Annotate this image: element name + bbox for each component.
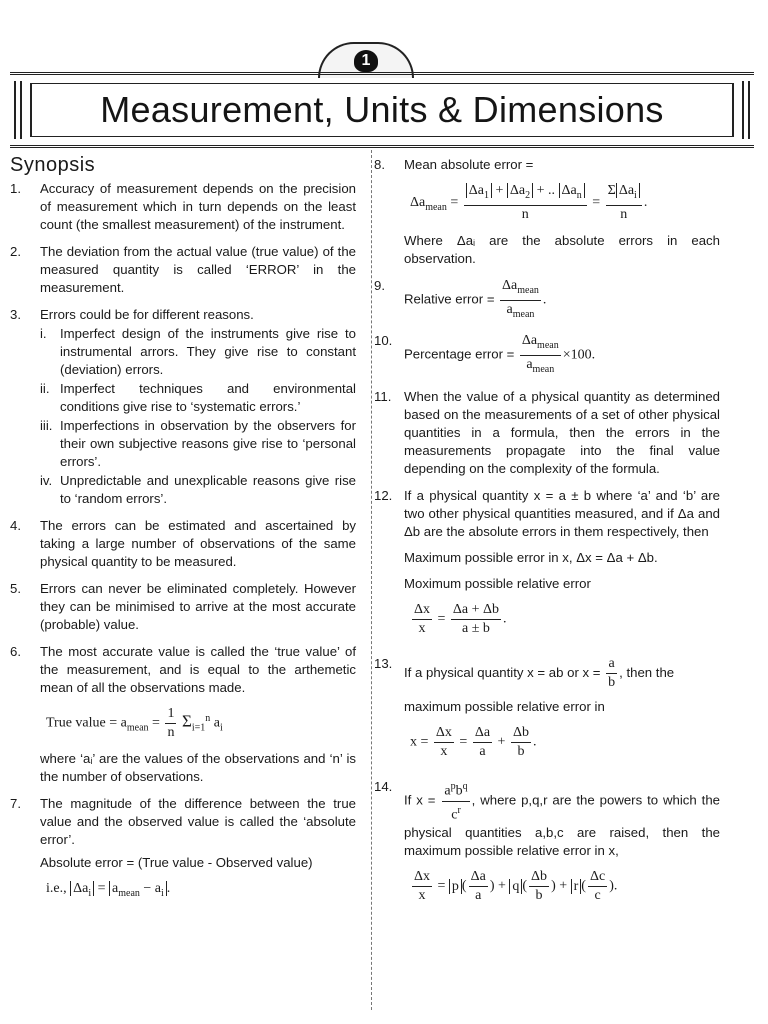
formula-subscript: mean xyxy=(126,722,149,734)
item-number: 7. xyxy=(10,796,21,811)
percentage-error-formula: Percentage error = $\frac{\Delta a_{mean}}{a_{mean}}$ ×100. xyxy=(404,333,596,375)
item-text: The most accurate value is called the ‘true value’ of the measurement, and is equal to the arthemetic mean of all the observations made. xyxy=(40,644,356,695)
item-text: If a physical quantity x = ab or x = $\frac{a}{b}$ , then the xyxy=(404,655,675,690)
sub-item-number: i. xyxy=(40,326,47,341)
page-title: Measurement, Units & Dimensions xyxy=(100,89,664,130)
list-item xyxy=(374,332,720,379)
product-relative-error-formula: x = $\frac{\Delta x}{x}$ = $\frac{\Delta a}{a}$ + $\frac{\Delta b}{b}$ . xyxy=(410,724,537,759)
formula-label: Relative error = xyxy=(404,291,495,307)
list-item xyxy=(10,306,356,508)
item-number: 5. xyxy=(10,581,21,596)
synopsis-heading: Synopsis xyxy=(10,154,96,176)
list-item xyxy=(10,580,356,634)
power-relative-error-formula: $\frac{\Delta x}{x}$ = p ( $\frac{\Delta a}{a}$ ) + q ( $\frac{\Delta b}{b}$ ) + r ( $\frac{\Delta c}{c}$ ). xyxy=(414,869,618,904)
formula-where-text: where ‘aᵢ’ are the values of the observations and ‘n’ is the number of observations. xyxy=(40,751,356,784)
formula-tail: ×100. xyxy=(562,347,596,363)
item-text: If a physical quantity x = a ± b where ‘a’ and ‘b’ are two other physical quantities measured, and if Δa and Δb are the absolute errors in them respectively, then xyxy=(404,487,720,539)
list-item xyxy=(374,778,720,913)
formula-where-text: Where Δaᵢ are the absolute errors in each observation. xyxy=(404,232,720,266)
item-text-part: If x = xyxy=(404,792,436,808)
item-text-part: maximum possible relative error in xyxy=(404,698,605,714)
mean-absolute-error-formula: $\Delta a_{mean}$ = $\frac{\Delta a_1 + \Delta a_2 + .. \Delta a_n}{n}$ = $\frac{\Sigma \Delta a_i}{n}$ . xyxy=(410,183,648,222)
max-relative-error-text: Moximum possible relative error xyxy=(404,575,591,591)
title-frame xyxy=(10,72,754,148)
sub-item xyxy=(40,380,356,416)
item-number: 6. xyxy=(10,644,21,659)
sub-item-text: Imperfect design of the instruments give rise to instrumental arrors. They give rise to constant (deviation) errors. xyxy=(60,326,356,377)
item-number: 4. xyxy=(10,518,21,533)
sub-item-number: iii. xyxy=(40,418,53,433)
list-item xyxy=(374,156,720,268)
absolute-error-formula: i.e., $\Delta a_i = a_{mean} - a_i$ . xyxy=(46,881,171,899)
chapter-number: 1 xyxy=(354,50,378,72)
item-number: 3. xyxy=(10,307,21,322)
sub-item-number: ii. xyxy=(40,381,50,396)
formula-label: Percentage error = xyxy=(404,346,515,362)
item-text: Errors can never be eliminated completely. However they can be minimised to arrive at the most accurate (probable) value. xyxy=(40,581,356,632)
sub-item xyxy=(40,472,356,508)
max-error-text: Maximum possible error in x, Δx = Δa + Δb. xyxy=(404,549,658,565)
item-number: 9. xyxy=(374,277,385,293)
item-text: The deviation from the actual value (true value) of the measured quantity is called ‘ERROR’ in the measurement. xyxy=(40,244,356,295)
item-number: 1. xyxy=(10,181,21,196)
ie-label: i.e., xyxy=(46,881,67,896)
list-item xyxy=(10,180,356,234)
item-number: 11. xyxy=(374,388,392,404)
true-value-formula: True value = $a_{mean}$ = $\frac{1}{n}$ $\Sigma_{i=1}^n$ $a_i$ xyxy=(46,706,223,740)
list-item xyxy=(374,277,720,324)
column-divider xyxy=(371,150,372,1010)
list-item xyxy=(10,517,356,571)
sub-item-text: Imperfections in observation by the observers for their own subjective reasons give rise to ‘personal errors’. xyxy=(60,418,356,469)
list-item xyxy=(374,487,720,646)
sub-item-number: iv. xyxy=(40,473,53,488)
list-item xyxy=(10,243,356,297)
sub-item-text: Unpredictable and unexplicable reasons give rise to ‘random errors’. xyxy=(60,473,356,506)
sigma-icon: Σ xyxy=(181,711,192,731)
left-column xyxy=(10,156,356,920)
sub-item xyxy=(40,325,356,379)
item-text: If x = $\frac{a^pb^q}{c^r}$ , where p,q,r are the powers to which the physical quantities a,b,c are raised, then the maximum possible relative error in x, xyxy=(404,778,720,860)
item-number: 14. xyxy=(374,778,393,794)
list-item xyxy=(10,795,356,911)
list-item xyxy=(374,655,720,769)
absolute-error-definition: Absolute error = (True value - Observed value) xyxy=(40,855,313,870)
sub-item-text: Imperfect techniques and environmental conditions give rise to ‘systematic errors.’ xyxy=(60,381,356,414)
list-item xyxy=(10,643,356,786)
relative-error-formula: Relative error = $\frac{\Delta a_{mean}}{a_{mean}}$ . xyxy=(404,277,547,320)
relative-error-sum-formula: $\frac{\Delta x}{x}$ = $\frac{\Delta a + \Delta b}{a \pm b}$ . xyxy=(414,601,507,636)
item-text: Mean absolute error = xyxy=(404,157,534,172)
item-text: Errors could be for different reasons. xyxy=(40,307,254,322)
item-text: Accuracy of measurement depends on the precision of measurement which in turn depends on the least count (the smallest measurement) of the instrument. xyxy=(40,181,356,232)
right-column xyxy=(374,156,720,922)
list-item xyxy=(374,388,720,478)
formula-label: True value = a xyxy=(46,715,127,731)
item-text-part: , then the xyxy=(619,664,675,680)
sub-item xyxy=(40,417,356,471)
item-text: The magnitude of the difference between the true value and the observed value is called the ‘absolute error’. xyxy=(40,796,356,847)
item-number: 13. xyxy=(374,655,393,671)
title-box xyxy=(30,83,734,137)
item-number: 2. xyxy=(10,244,21,259)
item-text: The errors can be estimated and ascertained by taking a large number of observations of the same physical quantity to be measured. xyxy=(40,518,356,569)
item-number: 8. xyxy=(374,157,385,172)
item-number: 10. xyxy=(374,333,393,349)
item-number: 12. xyxy=(374,487,393,503)
item-text: When the value of a physical quantity as determined based on the measurements of a set of other physical quantities in a formula, then the errors in the measurements propagate into the final value depending on the complexity of the formula. xyxy=(404,388,720,476)
item-text-part: , where p,q,r are the powers to which the physical quantities a,b,c are raised, then the maximum possible relative error in x, xyxy=(404,792,720,859)
item-text-part: If a physical quantity x = ab or x = xyxy=(404,664,601,680)
